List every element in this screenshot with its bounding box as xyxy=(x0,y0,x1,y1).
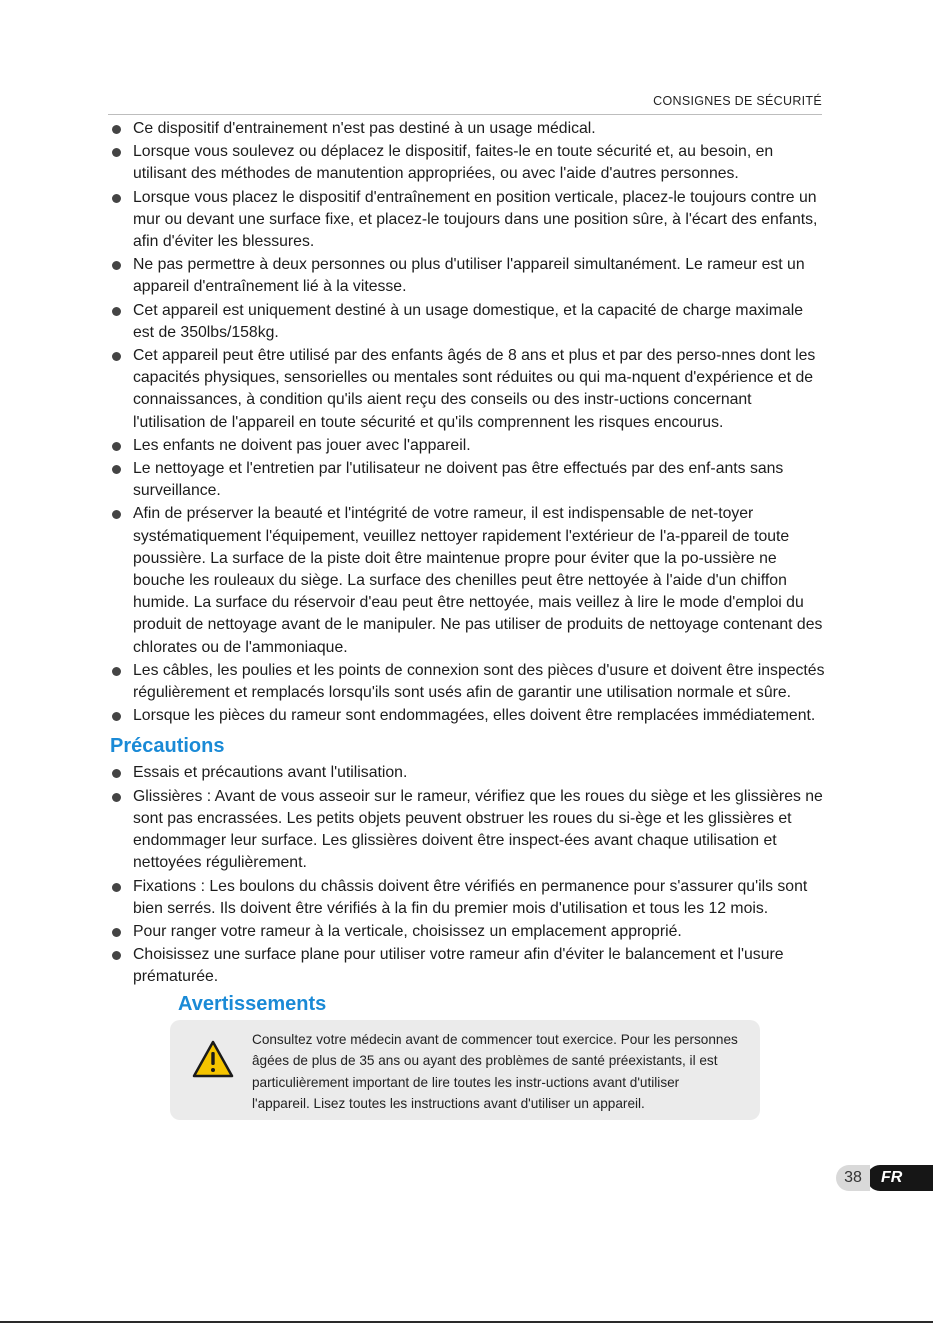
warning-box xyxy=(170,1020,760,1120)
bullet-icon xyxy=(112,510,121,519)
list-item: Fixations : Les boulons du châssis doivent être vérifiés en permanence pour s'assurer qu'ils sont bien serrés. Ils doivent être vérifiés à la fin du premier mois d'utilisation et tous les 12 mois. xyxy=(110,876,826,920)
bullet-icon xyxy=(112,352,121,361)
bullet-icon xyxy=(112,307,121,316)
bullet-icon xyxy=(112,951,121,960)
bullet-icon xyxy=(112,769,121,778)
list-item: Ce dispositif d'entrainement n'est pas destiné à un usage médical. xyxy=(110,118,826,140)
bullet-icon xyxy=(112,793,121,802)
bullet-icon xyxy=(112,712,121,721)
page-content xyxy=(110,118,826,1120)
list-item: Glissières : Avant de vous asseoir sur le rameur, vérifiez que les roues du siège et les glissières ne sont pas encrassées. Les petits objets peuvent obstruer les roues du si-ège et les glissières et endommager leur surface. Les glissières doivent être inspect-ées avant chaque utilisation et nettoyées régulièrement. xyxy=(110,786,826,875)
section-header: CONSIGNES DE SÉCURITÉ xyxy=(653,94,822,108)
header-divider xyxy=(108,114,822,115)
bullet-icon xyxy=(112,194,121,203)
language-label: FR xyxy=(867,1165,933,1191)
bullet-icon xyxy=(112,465,121,474)
safety-list xyxy=(110,118,826,727)
page-number: 38 xyxy=(836,1165,870,1191)
bullet-icon xyxy=(112,667,121,676)
page-badge xyxy=(836,1165,933,1191)
warning-triangle-icon xyxy=(192,1040,234,1085)
precautions-heading: Précautions xyxy=(110,735,225,758)
list-item: Lorsque vous soulevez ou déplacez le dispositif, faites-le en toute sécurité et, au besoin, en utilisant des méthodes de manutention appropriées, ou avec l'aide d'autres personnes. xyxy=(110,141,826,185)
warning-text: Consultez votre médecin avant de commencer tout exercice. Pour les personnes âgées de plus de 35 ans ou ayant des problèmes de santé préexistants, il est particulièrement important de lire toutes les instr-uctions avant d'utiliser l'appareil. Lisez toutes les instructions avant d'utiliser un appareil. xyxy=(252,1031,738,1112)
list-item: Afin de préserver la beauté et l'intégrité de votre rameur, il est indispensable de net-toyer systématiquement l'équipement, veuillez nettoyer rapidement l'extérieur de l'a-ppareil de toute poussière. La surface de la piste doit être maintenue propre pour éviter que la po-ussière ne bouche les rouleaux du siège. La surface des chenilles peut être nettoyée à l'aide d'un chiffon humide. La surface du réservoir d'eau peut être nettoyée, mais veillez à lire le mode d'emploi du produit de nettoyage avant de le manipuler. Ne pas utiliser de produits de nettoyage contenant des chlorates ou de l'ammoniaque. xyxy=(110,503,826,658)
list-item: Ne pas permettre à deux personnes ou plus d'utiliser l'appareil simultanément. Le rameur est un appareil d'entraînement lié à la vitesse. xyxy=(110,254,826,298)
bullet-icon xyxy=(112,125,121,134)
list-item: Les câbles, les poulies et les points de connexion sont des pièces d'usure et doivent être inspectés régulièrement et remplacés lorsqu'ils sont usés afin de garantir une utilisation normale et sûre. xyxy=(110,660,826,704)
bullet-icon xyxy=(112,261,121,270)
bullet-icon xyxy=(112,883,121,892)
bullet-icon xyxy=(112,442,121,451)
list-item: Cet appareil est uniquement destiné à un usage domestique, et la capacité de charge maximale est de 350lbs/158kg. xyxy=(110,300,826,344)
list-item: Cet appareil peut être utilisé par des enfants âgés de 8 ans et plus et par des perso-nnes dont les capacités physiques, sensorielles ou mentales sont réduites ou qui ma-nquent d'expérience et de connaissances, à condition qu'ils aient reçu des conseils ou des instr-uctions concernant l'utilisation de l'appareil en toute sécurité et qu'ils comprennent les risques encourus. xyxy=(110,345,826,434)
list-item: Lorsque les pièces du rameur sont endommagées, elles doivent être remplacées immédiatement. xyxy=(110,705,826,727)
list-item: Le nettoyage et l'entretien par l'utilisateur ne doivent pas être effectués par des enf-ants sans surveillance. xyxy=(110,458,826,502)
list-item: Pour ranger votre rameur à la verticale, choisissez un emplacement approprié. xyxy=(110,921,826,943)
warnings-heading: Avertissements xyxy=(178,992,327,1015)
list-item: Essais et précautions avant l'utilisation. xyxy=(110,762,826,784)
bullet-icon xyxy=(112,928,121,937)
list-item: Lorsque vous placez le dispositif d'entraînement en position verticale, placez-le toujours contre un mur ou devant une surface fixe, et placez-le toujours dans une position sûre, à l'écart des enfants, afin d'éviter les blessures. xyxy=(110,187,826,254)
bottom-border xyxy=(0,1321,933,1323)
list-item: Les enfants ne doivent pas jouer avec l'appareil. xyxy=(110,435,826,457)
precautions-list xyxy=(110,762,826,988)
bullet-icon xyxy=(112,148,121,157)
list-item: Choisissez une surface plane pour utiliser votre rameur afin d'éviter le balancement et l'usure prématurée. xyxy=(110,944,826,988)
